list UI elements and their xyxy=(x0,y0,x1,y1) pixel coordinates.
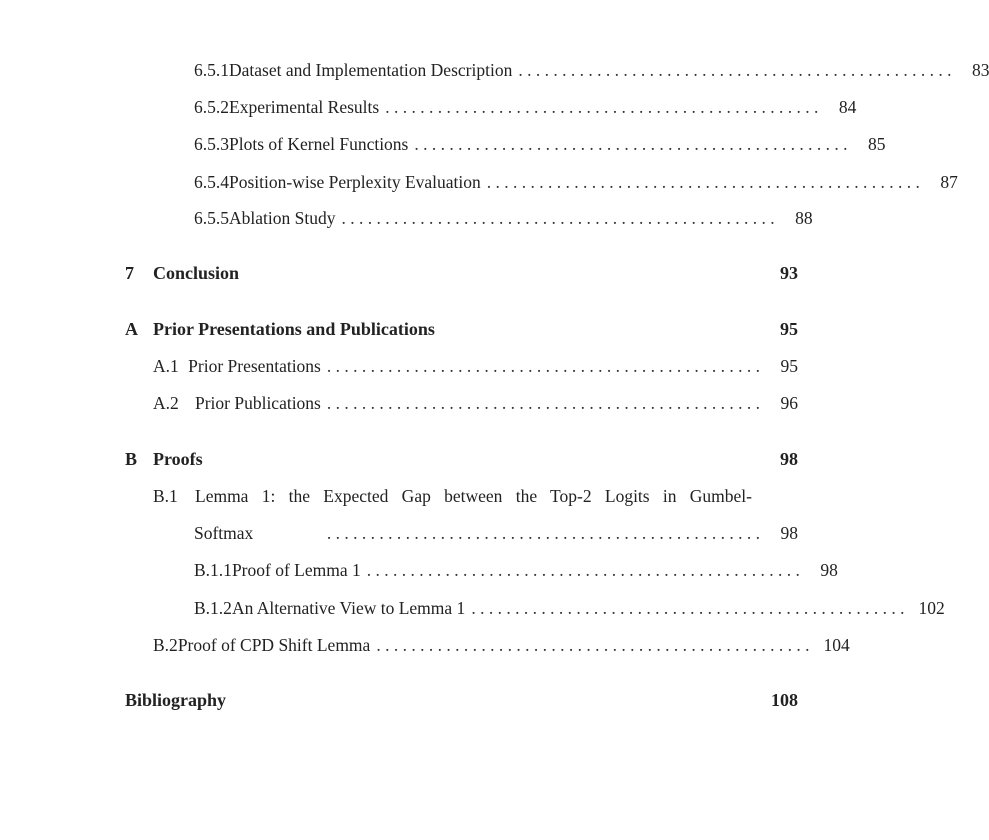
toc-chapter-number: 7 xyxy=(125,263,134,283)
toc-leader-dots: . . . . . . . . . . . . . . . . . . . . . . . . . . . . . . . . . . . . . . . . . . . . . . . . . . xyxy=(414,134,848,154)
toc-entry-page: 84 xyxy=(838,97,857,117)
toc-entry-page: 104 xyxy=(823,635,850,655)
toc-chapter-number: A xyxy=(125,319,138,339)
toc-entry-page: 83 xyxy=(971,60,989,80)
toc-entry-title: Plots of Kernel Functions xyxy=(229,134,409,154)
toc-entry-b-1[interactable] xyxy=(153,483,798,509)
toc-entry-title: Ablation Study xyxy=(229,208,336,228)
toc-entry-b-2[interactable] xyxy=(153,632,850,658)
toc-entry-page: 88 xyxy=(795,208,813,228)
toc-entry-6-5-4[interactable] xyxy=(194,169,958,195)
toc-entry-title: Position-wise Perplexity Evaluation xyxy=(229,172,481,192)
toc-entry-number: B.1.2 xyxy=(194,598,232,618)
toc-entry-title: Lemma 1: the Expected Gap between the Top-2 Logits in Gumbel- xyxy=(195,486,752,506)
toc-entry-number: 6.5.5 xyxy=(194,208,229,228)
toc-entry-6-5-1[interactable] xyxy=(194,57,989,83)
toc-entry-number: B.2 xyxy=(153,635,178,655)
toc-chapter-7[interactable] xyxy=(125,260,798,286)
toc-leader-dots: . . . . . . . . . . . . . . . . . . . . . . . . . . . . . . . . . . . . . . . . . . . . . . . . . . xyxy=(366,560,800,580)
toc-appendix-a[interactable] xyxy=(125,316,798,342)
toc-entry-number: 6.5.1 xyxy=(194,60,229,80)
toc-entry-6-5-2[interactable] xyxy=(194,94,857,120)
toc-entry-a-2[interactable] xyxy=(153,390,798,416)
toc-entry-page: 96 xyxy=(780,393,798,413)
toc-leader-dots: . . . . . . . . . . . . . . . . . . . . . . . . . . . . . . . . . . . . . . . . . . . . . . . . . . xyxy=(471,598,905,618)
toc-bibliography[interactable] xyxy=(125,687,798,713)
toc-entry-title: An Alternative View to Lemma 1 xyxy=(231,598,466,618)
toc-chapter-title: Conclusion xyxy=(153,263,240,283)
toc-entry-6-5-5[interactable] xyxy=(194,205,813,231)
toc-entry-number: 6.5.4 xyxy=(194,172,229,192)
toc-entry-number: 6.5.2 xyxy=(194,97,229,117)
toc-entry-number: B.1 xyxy=(153,486,178,506)
toc-leader-dots: . . . . . . . . . . . . . . . . . . . . . . . . . . . . . . . . . . . . . . . . . . . . . . . . . . xyxy=(518,60,952,80)
toc-entry-number: A.1 xyxy=(153,356,179,376)
toc-entry-a-1[interactable] xyxy=(153,353,798,379)
toc-leader-dots: . . . . . . . . . . . . . . . . . . . . . . . . . . . . . . . . . . . . . . . . . . . . . . . . . . xyxy=(326,356,760,376)
toc-entry-title: Prior Publications xyxy=(194,393,321,413)
toc-entry-title: Proof of Lemma 1 xyxy=(231,560,361,580)
toc-entry-b-1-2[interactable] xyxy=(194,595,945,621)
toc-entry-page: 85 xyxy=(868,134,886,154)
toc-chapter-page: 98 xyxy=(780,449,798,469)
toc-entry-title: Dataset and Implementation Description xyxy=(229,60,513,80)
toc-entry-number: 6.5.3 xyxy=(194,134,229,154)
toc-entry-title-continued: Softmax xyxy=(194,523,254,543)
toc-leader-dots: . . . . . . . . . . . . . . . . . . . . . . . . . . . . . . . . . . . . . . . . . . . . . . . . . . xyxy=(341,208,775,228)
toc-leader-dots: . . . . . . . . . . . . . . . . . . . . . . . . . . . . . . . . . . . . . . . . . . . . . . . . . . xyxy=(385,97,819,117)
toc-entry-b-1-1[interactable] xyxy=(194,557,838,583)
toc-leader-dots: . . . . . . . . . . . . . . . . . . . . . . . . . . . . . . . . . . . . . . . . . . . . . . . . . . xyxy=(326,393,760,413)
toc-chapter-page: 108 xyxy=(771,690,798,710)
toc-chapter-page: 95 xyxy=(780,319,798,339)
toc-chapter-title: Bibliography xyxy=(125,690,227,710)
toc-chapter-page: 93 xyxy=(780,263,798,283)
toc-entry-number: B.1.1 xyxy=(194,560,232,580)
toc-leader-dots: . . . . . . . . . . . . . . . . . . . . . . . . . . . . . . . . . . . . . . . . . . . . . . . . . . xyxy=(486,172,920,192)
toc-appendix-b[interactable] xyxy=(125,446,798,472)
toc-entry-title: Proof of CPD Shift Lemma xyxy=(177,635,371,655)
toc-entry-page: 87 xyxy=(940,172,958,192)
toc-leader-dots: . . . . . . . . . . . . . . . . . . . . . . . . . . . . . . . . . . . . . . . . . . . . . . . . . . xyxy=(376,635,810,655)
toc-entry-page: 95 xyxy=(780,356,798,376)
toc-entry-page: 98 xyxy=(780,523,798,543)
toc-entry-title: Prior Presentations xyxy=(188,356,321,376)
toc-entry-6-5-3[interactable] xyxy=(194,131,886,157)
toc-entry-page: 98 xyxy=(820,560,838,580)
toc-leader-dots: . . . . . . . . . . . . . . . . . . . . . . . . . . . . . . . . . . . . . . . . . . . . . . . . . . xyxy=(326,523,760,543)
toc-chapter-number: B xyxy=(125,449,138,469)
toc-chapter-title: Proofs xyxy=(153,449,203,469)
toc-entry-b-1-continued[interactable] xyxy=(194,520,798,546)
toc-entry-page: 102 xyxy=(918,598,945,618)
toc-entry-number: A.2 xyxy=(153,393,179,413)
toc-chapter-title: Prior Presentations and Publications xyxy=(153,319,435,339)
toc-entry-title: Experimental Results xyxy=(229,97,380,117)
